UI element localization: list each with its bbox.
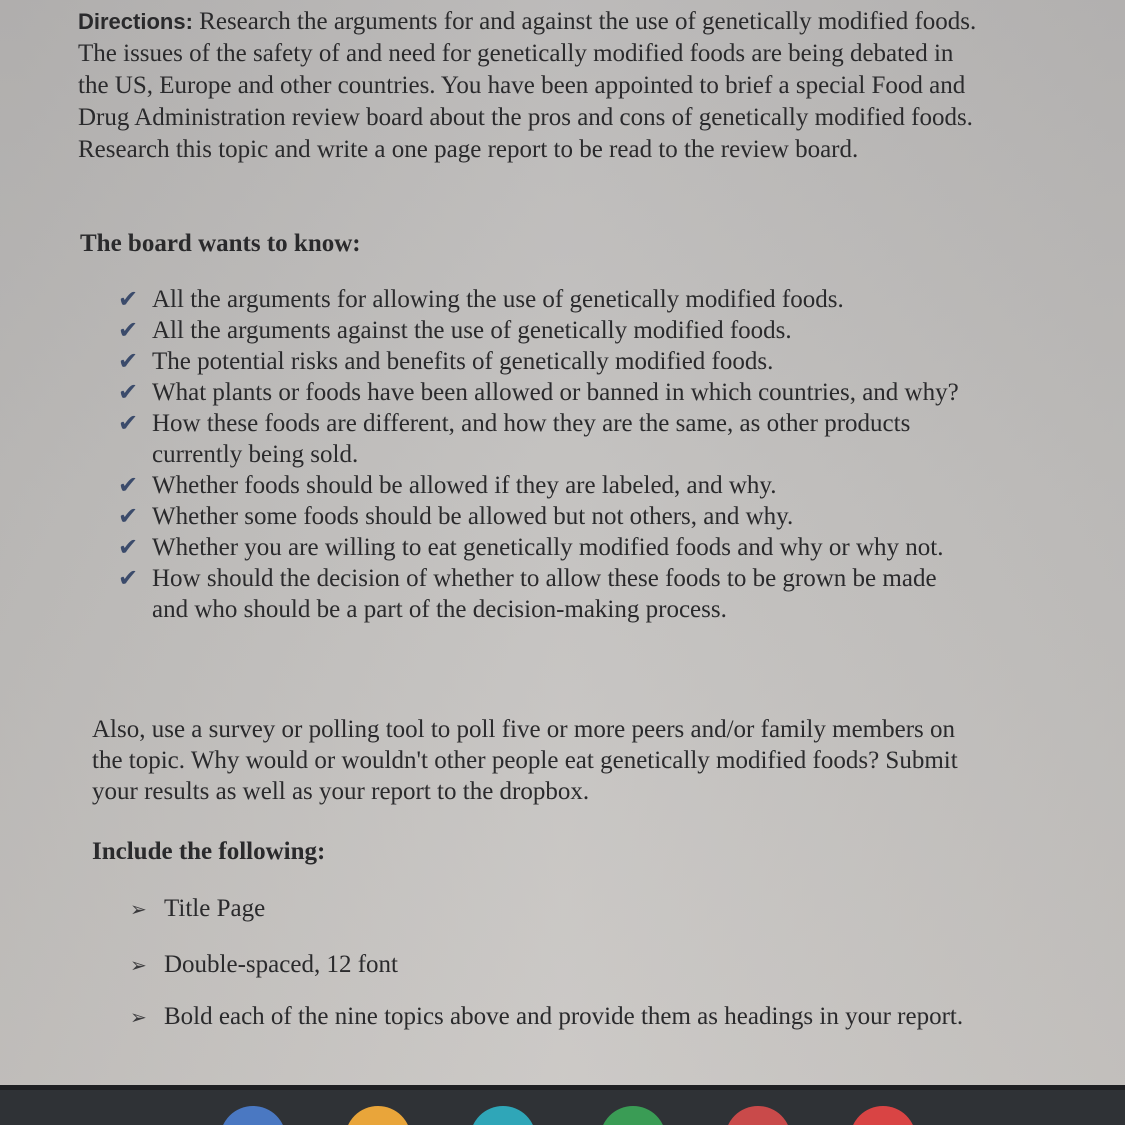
taskbar-app-icon[interactable] (220, 1106, 286, 1125)
check-icon: ✔ (118, 378, 139, 406)
include-item (130, 948, 980, 982)
checklist-item (118, 408, 978, 470)
taskbar-app-icon[interactable] (345, 1106, 411, 1125)
checklist-item (118, 377, 978, 408)
checklist-item (118, 470, 978, 501)
check-icon: ✔ (118, 471, 139, 499)
checklist-item (118, 346, 978, 377)
poll-paragraph: Also, use a survey or polling tool to poll five or more peers and/or family members on the topic. Why would or wouldn't other people eat genetically modified foods? Submit your results as well as your report to the dropbox. (92, 716, 958, 805)
taskbar-app-icon[interactable] (850, 1106, 916, 1125)
checklist-item-text: How these foods are different, and how they are the same, as other products currently being sold. (152, 410, 911, 468)
directions-text: Research the arguments for and against the use of genetically modified foods. The issues of the safety of and need for genetically modified foods are being debated in the US, Europe and other countries. You have been appointed to brief a special Food and Drug Administration review board about the pros and cons of genetically modified foods. Research this topic and write a one page report to be read to the review board. (78, 8, 977, 163)
directions-label: Directions: (78, 9, 193, 34)
check-icon: ✔ (118, 285, 139, 313)
checklist-item (118, 563, 978, 625)
checklist-item-text: Whether some foods should be allowed but not others, and why. (152, 503, 794, 530)
include-list (130, 892, 980, 1034)
directions-paragraph (78, 6, 978, 166)
checklist-item (118, 315, 978, 346)
check-icon: ✔ (118, 409, 139, 437)
checklist-item-text: All the arguments against the use of genetically modified foods. (152, 317, 792, 344)
checklist-item-text: How should the decision of whether to allow these foods to be grown be made and who should be a part of the decision-making process. (152, 565, 937, 623)
include-item-text: Title Page (164, 895, 266, 922)
taskbar-app-icon[interactable] (725, 1106, 791, 1125)
check-icon: ✔ (118, 316, 139, 344)
include-item (130, 892, 980, 926)
arrow-bullet-icon: ➢ (130, 1005, 147, 1029)
checklist-item-text: The potential risks and benefits of genetically modified foods. (152, 348, 774, 375)
check-icon: ✔ (118, 347, 139, 375)
taskbar (0, 1090, 1125, 1125)
check-icon: ✔ (118, 533, 139, 561)
checklist-item (118, 501, 978, 532)
board-checklist (118, 284, 978, 625)
checklist-item-text: Whether foods should be allowed if they are labeled, and why. (152, 472, 777, 499)
include-item-text: Double-spaced, 12 font (164, 951, 398, 978)
checklist-item-text: What plants or foods have been allowed or banned in which countries, and why? (152, 379, 959, 406)
checklist-item (118, 284, 978, 315)
taskbar-app-icon[interactable] (600, 1106, 666, 1125)
checklist-item-text: Whether you are willing to eat genetically modified foods and why or why not. (152, 534, 944, 561)
arrow-bullet-icon: ➢ (130, 953, 147, 977)
include-item (130, 1000, 980, 1034)
taskbar-app-icon[interactable] (470, 1106, 536, 1125)
check-icon: ✔ (118, 502, 139, 530)
include-item-text: Bold each of the nine topics above and provide them as headings in your report. (164, 1003, 964, 1030)
arrow-bullet-icon: ➢ (130, 897, 147, 921)
include-heading: Include the following: (92, 838, 326, 865)
checklist-item (118, 532, 978, 563)
check-icon: ✔ (118, 564, 139, 592)
board-heading: The board wants to know: (80, 230, 361, 257)
checklist-item-text: All the arguments for allowing the use of genetically modified foods. (152, 286, 844, 313)
